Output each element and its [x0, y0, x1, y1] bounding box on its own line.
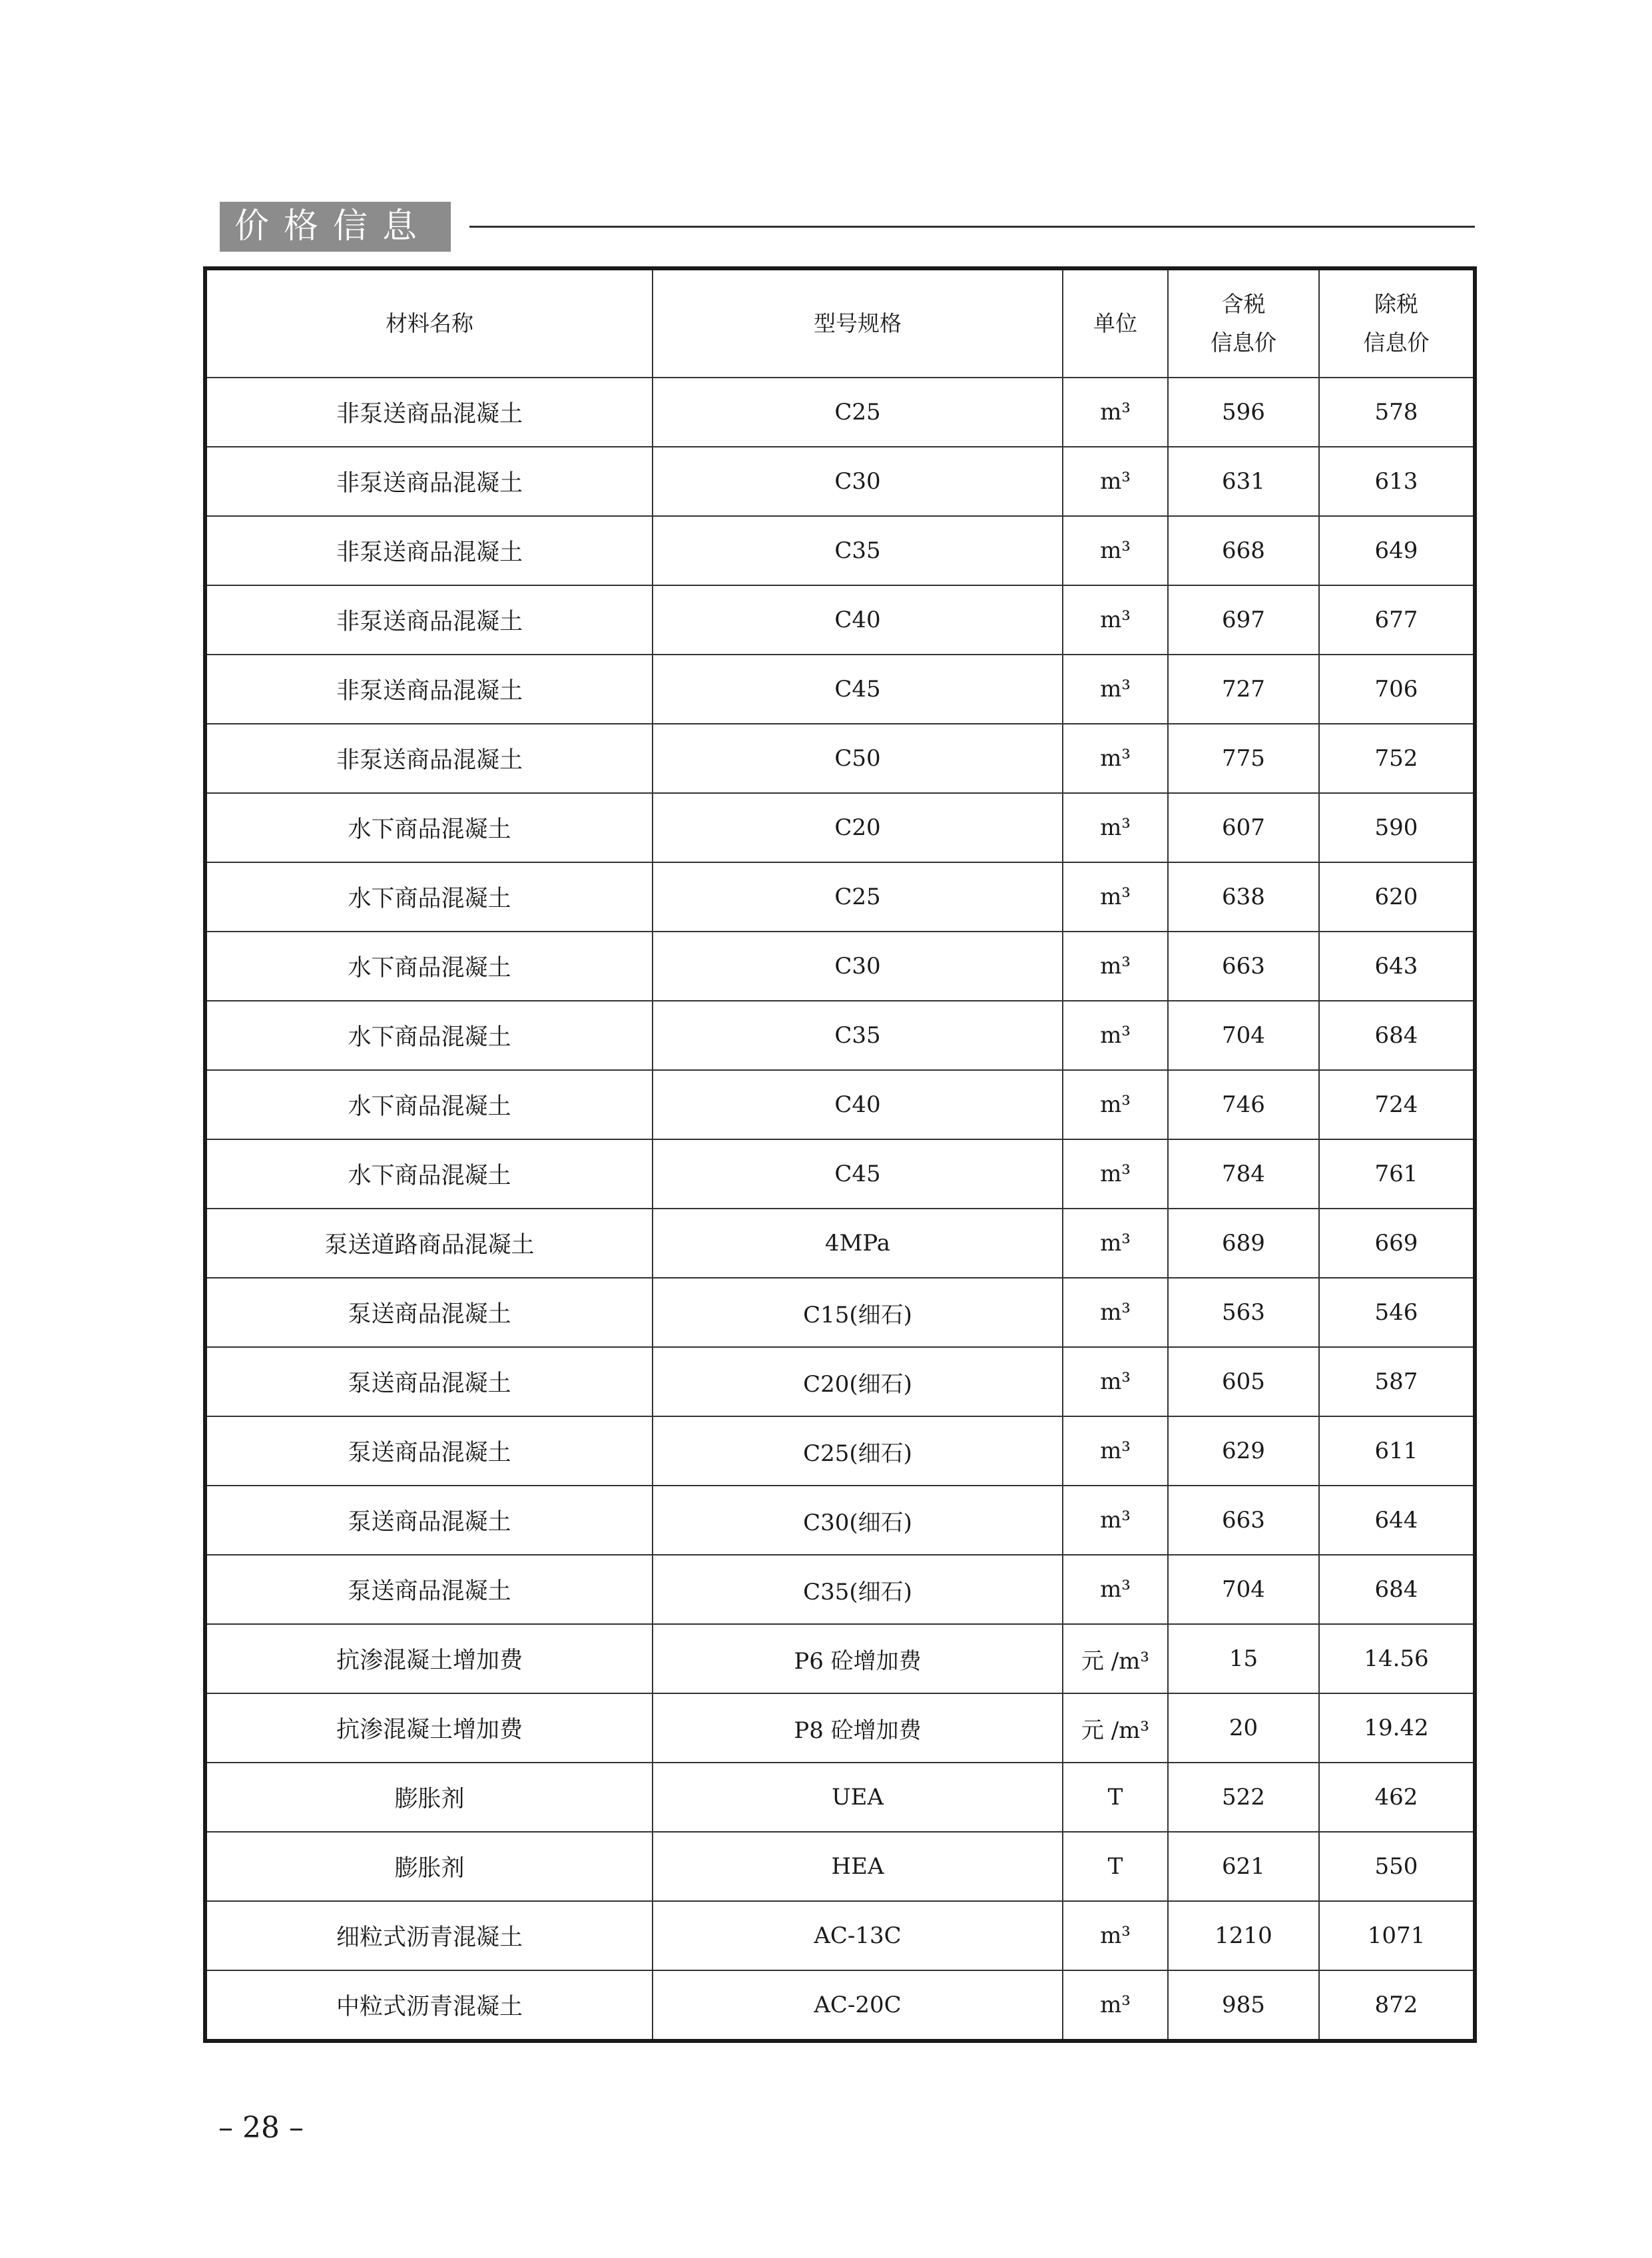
- cell-material-name: 非泵送商品混凝土: [205, 378, 653, 447]
- cell-material-name: 水下商品混凝土: [205, 932, 653, 1001]
- table-row: [205, 932, 1475, 1001]
- cell-unit: m³: [1063, 655, 1168, 724]
- cell-price-without-tax: 613: [1319, 447, 1475, 516]
- cell-price-with-tax: 663: [1168, 932, 1319, 1001]
- cell-unit: m³: [1063, 1555, 1168, 1624]
- section-divider: [469, 226, 1475, 228]
- cell-material-name: 泵送道路商品混凝土: [205, 1209, 653, 1278]
- cell-spec: C30(细石): [653, 1486, 1063, 1555]
- table-row: [205, 862, 1475, 932]
- cell-spec: C30: [653, 447, 1063, 516]
- table-row: [205, 1070, 1475, 1139]
- cell-unit: 元 /m³: [1063, 1624, 1168, 1693]
- cell-price-without-tax: 462: [1319, 1763, 1475, 1832]
- cell-price-without-tax: 706: [1319, 655, 1475, 724]
- cell-spec: C25(细石): [653, 1416, 1063, 1486]
- cell-unit: 元 /m³: [1063, 1693, 1168, 1763]
- cell-spec: C35(细石): [653, 1555, 1063, 1624]
- table-row: [205, 1832, 1475, 1901]
- table-row: [205, 724, 1475, 793]
- cell-price-without-tax: 19.42: [1319, 1693, 1475, 1763]
- cell-material-name: 细粒式沥青混凝土: [205, 1901, 653, 1970]
- page-number: – 28 –: [218, 2111, 304, 2145]
- table-row: [205, 655, 1475, 724]
- cell-unit: m³: [1063, 1486, 1168, 1555]
- cell-price-without-tax: 643: [1319, 932, 1475, 1001]
- cell-material-name: 膨胀剂: [205, 1832, 653, 1901]
- cell-spec: C15(细石): [653, 1278, 1063, 1347]
- table-row: [205, 1693, 1475, 1763]
- cell-material-name: 非泵送商品混凝土: [205, 585, 653, 655]
- cell-unit: m³: [1063, 1209, 1168, 1278]
- cell-material-name: 非泵送商品混凝土: [205, 655, 653, 724]
- cell-unit: m³: [1063, 447, 1168, 516]
- cell-price-without-tax: 649: [1319, 516, 1475, 585]
- cell-price-with-tax: 689: [1168, 1209, 1319, 1278]
- cell-price-with-tax: 629: [1168, 1416, 1319, 1486]
- cell-price-with-tax: 631: [1168, 447, 1319, 516]
- cell-spec: HEA: [653, 1832, 1063, 1901]
- cell-price-without-tax: 644: [1319, 1486, 1475, 1555]
- table-body: [205, 378, 1475, 2041]
- cell-price-with-tax: 605: [1168, 1347, 1319, 1416]
- cell-unit: m³: [1063, 932, 1168, 1001]
- cell-price-with-tax: 704: [1168, 1001, 1319, 1070]
- cell-price-with-tax: 746: [1168, 1070, 1319, 1139]
- table-row: [205, 1970, 1475, 2041]
- cell-unit: T: [1063, 1832, 1168, 1901]
- cell-price-with-tax: 985: [1168, 1970, 1319, 2041]
- table-row: [205, 1139, 1475, 1209]
- table-header-row: [205, 268, 1475, 378]
- cell-price-with-tax: 15: [1168, 1624, 1319, 1693]
- cell-price-with-tax: 638: [1168, 862, 1319, 932]
- cell-material-name: 水下商品混凝土: [205, 1001, 653, 1070]
- cell-price-with-tax: 775: [1168, 724, 1319, 793]
- table-row: [205, 1901, 1475, 1970]
- cell-material-name: 中粒式沥青混凝土: [205, 1970, 653, 2041]
- cell-spec: AC-20C: [653, 1970, 1063, 2041]
- header-material-name: 材料名称: [205, 268, 653, 378]
- cell-price-without-tax: 677: [1319, 585, 1475, 655]
- cell-price-without-tax: 684: [1319, 1555, 1475, 1624]
- cell-material-name: 泵送商品混凝土: [205, 1278, 653, 1347]
- cell-unit: m³: [1063, 1901, 1168, 1970]
- cell-unit: m³: [1063, 862, 1168, 932]
- cell-unit: m³: [1063, 1070, 1168, 1139]
- cell-spec: P6 砼增加费: [653, 1624, 1063, 1693]
- cell-price-with-tax: 727: [1168, 655, 1319, 724]
- cell-spec: C20: [653, 793, 1063, 862]
- cell-spec: AC-13C: [653, 1901, 1063, 1970]
- cell-spec: UEA: [653, 1763, 1063, 1832]
- cell-price-without-tax: 550: [1319, 1832, 1475, 1901]
- cell-unit: m³: [1063, 585, 1168, 655]
- cell-spec: C45: [653, 1139, 1063, 1209]
- cell-material-name: 抗渗混凝土增加费: [205, 1624, 653, 1693]
- table-row: [205, 516, 1475, 585]
- table-row: [205, 1209, 1475, 1278]
- table-row: [205, 1416, 1475, 1486]
- cell-price-with-tax: 663: [1168, 1486, 1319, 1555]
- cell-unit: m³: [1063, 378, 1168, 447]
- table-row: [205, 1278, 1475, 1347]
- cell-price-with-tax: 621: [1168, 1832, 1319, 1901]
- header-price-without-tax: 除税 信息价: [1319, 268, 1475, 378]
- cell-material-name: 水下商品混凝土: [205, 1070, 653, 1139]
- cell-unit: m³: [1063, 1278, 1168, 1347]
- cell-price-with-tax: 596: [1168, 378, 1319, 447]
- cell-material-name: 非泵送商品混凝土: [205, 516, 653, 585]
- cell-material-name: 水下商品混凝土: [205, 862, 653, 932]
- cell-price-without-tax: 724: [1319, 1070, 1475, 1139]
- cell-unit: m³: [1063, 1139, 1168, 1209]
- cell-spec: C35: [653, 1001, 1063, 1070]
- cell-spec: C20(细石): [653, 1347, 1063, 1416]
- cell-price-without-tax: 590: [1319, 793, 1475, 862]
- cell-price-with-tax: 1210: [1168, 1901, 1319, 1970]
- cell-material-name: 水下商品混凝土: [205, 793, 653, 862]
- cell-material-name: 抗渗混凝土增加费: [205, 1693, 653, 1763]
- cell-material-name: 泵送商品混凝土: [205, 1347, 653, 1416]
- cell-spec: C25: [653, 862, 1063, 932]
- header-unit: 单位: [1063, 268, 1168, 378]
- cell-price-without-tax: 669: [1319, 1209, 1475, 1278]
- cell-material-name: 水下商品混凝土: [205, 1139, 653, 1209]
- cell-price-without-tax: 761: [1319, 1139, 1475, 1209]
- cell-unit: m³: [1063, 724, 1168, 793]
- cell-material-name: 非泵送商品混凝土: [205, 447, 653, 516]
- cell-unit: T: [1063, 1763, 1168, 1832]
- table-row: [205, 1555, 1475, 1624]
- cell-spec: C30: [653, 932, 1063, 1001]
- cell-price-without-tax: 611: [1319, 1416, 1475, 1486]
- cell-material-name: 泵送商品混凝土: [205, 1555, 653, 1624]
- cell-unit: m³: [1063, 1001, 1168, 1070]
- cell-material-name: 非泵送商品混凝土: [205, 724, 653, 793]
- table-row: [205, 378, 1475, 447]
- cell-price-with-tax: 522: [1168, 1763, 1319, 1832]
- cell-price-with-tax: 668: [1168, 516, 1319, 585]
- cell-spec: C45: [653, 655, 1063, 724]
- cell-material-name: 泵送商品混凝土: [205, 1486, 653, 1555]
- table-row: [205, 1624, 1475, 1693]
- cell-material-name: 泵送商品混凝土: [205, 1416, 653, 1486]
- cell-price-with-tax: 607: [1168, 793, 1319, 862]
- cell-price-without-tax: 620: [1319, 862, 1475, 932]
- cell-unit: m³: [1063, 793, 1168, 862]
- cell-spec: P8 砼增加费: [653, 1693, 1063, 1763]
- cell-price-without-tax: 752: [1319, 724, 1475, 793]
- cell-price-without-tax: 578: [1319, 378, 1475, 447]
- table-row: [205, 585, 1475, 655]
- price-table: [203, 266, 1477, 2043]
- section-title: 价格信息: [220, 202, 451, 252]
- cell-material-name: 膨胀剂: [205, 1763, 653, 1832]
- cell-unit: m³: [1063, 1970, 1168, 2041]
- cell-price-with-tax: 704: [1168, 1555, 1319, 1624]
- cell-price-without-tax: 546: [1319, 1278, 1475, 1347]
- cell-price-without-tax: 684: [1319, 1001, 1475, 1070]
- header-price-with-tax: 含税 信息价: [1168, 268, 1319, 378]
- cell-unit: m³: [1063, 516, 1168, 585]
- table-row: [205, 1347, 1475, 1416]
- cell-price-without-tax: 1071: [1319, 1901, 1475, 1970]
- cell-spec: C40: [653, 1070, 1063, 1139]
- cell-price-without-tax: 587: [1319, 1347, 1475, 1416]
- table-row: [205, 447, 1475, 516]
- cell-price-without-tax: 872: [1319, 1970, 1475, 2041]
- header-spec: 型号规格: [653, 268, 1063, 378]
- table-row: [205, 1001, 1475, 1070]
- cell-price-with-tax: 20: [1168, 1693, 1319, 1763]
- cell-spec: C50: [653, 724, 1063, 793]
- cell-spec: C35: [653, 516, 1063, 585]
- cell-price-with-tax: 784: [1168, 1139, 1319, 1209]
- cell-spec: 4MPa: [653, 1209, 1063, 1278]
- table-row: [205, 1486, 1475, 1555]
- cell-price-with-tax: 563: [1168, 1278, 1319, 1347]
- cell-unit: m³: [1063, 1347, 1168, 1416]
- table-row: [205, 793, 1475, 862]
- table-row: [205, 1763, 1475, 1832]
- section-header: [220, 202, 1475, 252]
- cell-spec: C40: [653, 585, 1063, 655]
- cell-unit: m³: [1063, 1416, 1168, 1486]
- cell-price-without-tax: 14.56: [1319, 1624, 1475, 1693]
- cell-spec: C25: [653, 378, 1063, 447]
- cell-price-with-tax: 697: [1168, 585, 1319, 655]
